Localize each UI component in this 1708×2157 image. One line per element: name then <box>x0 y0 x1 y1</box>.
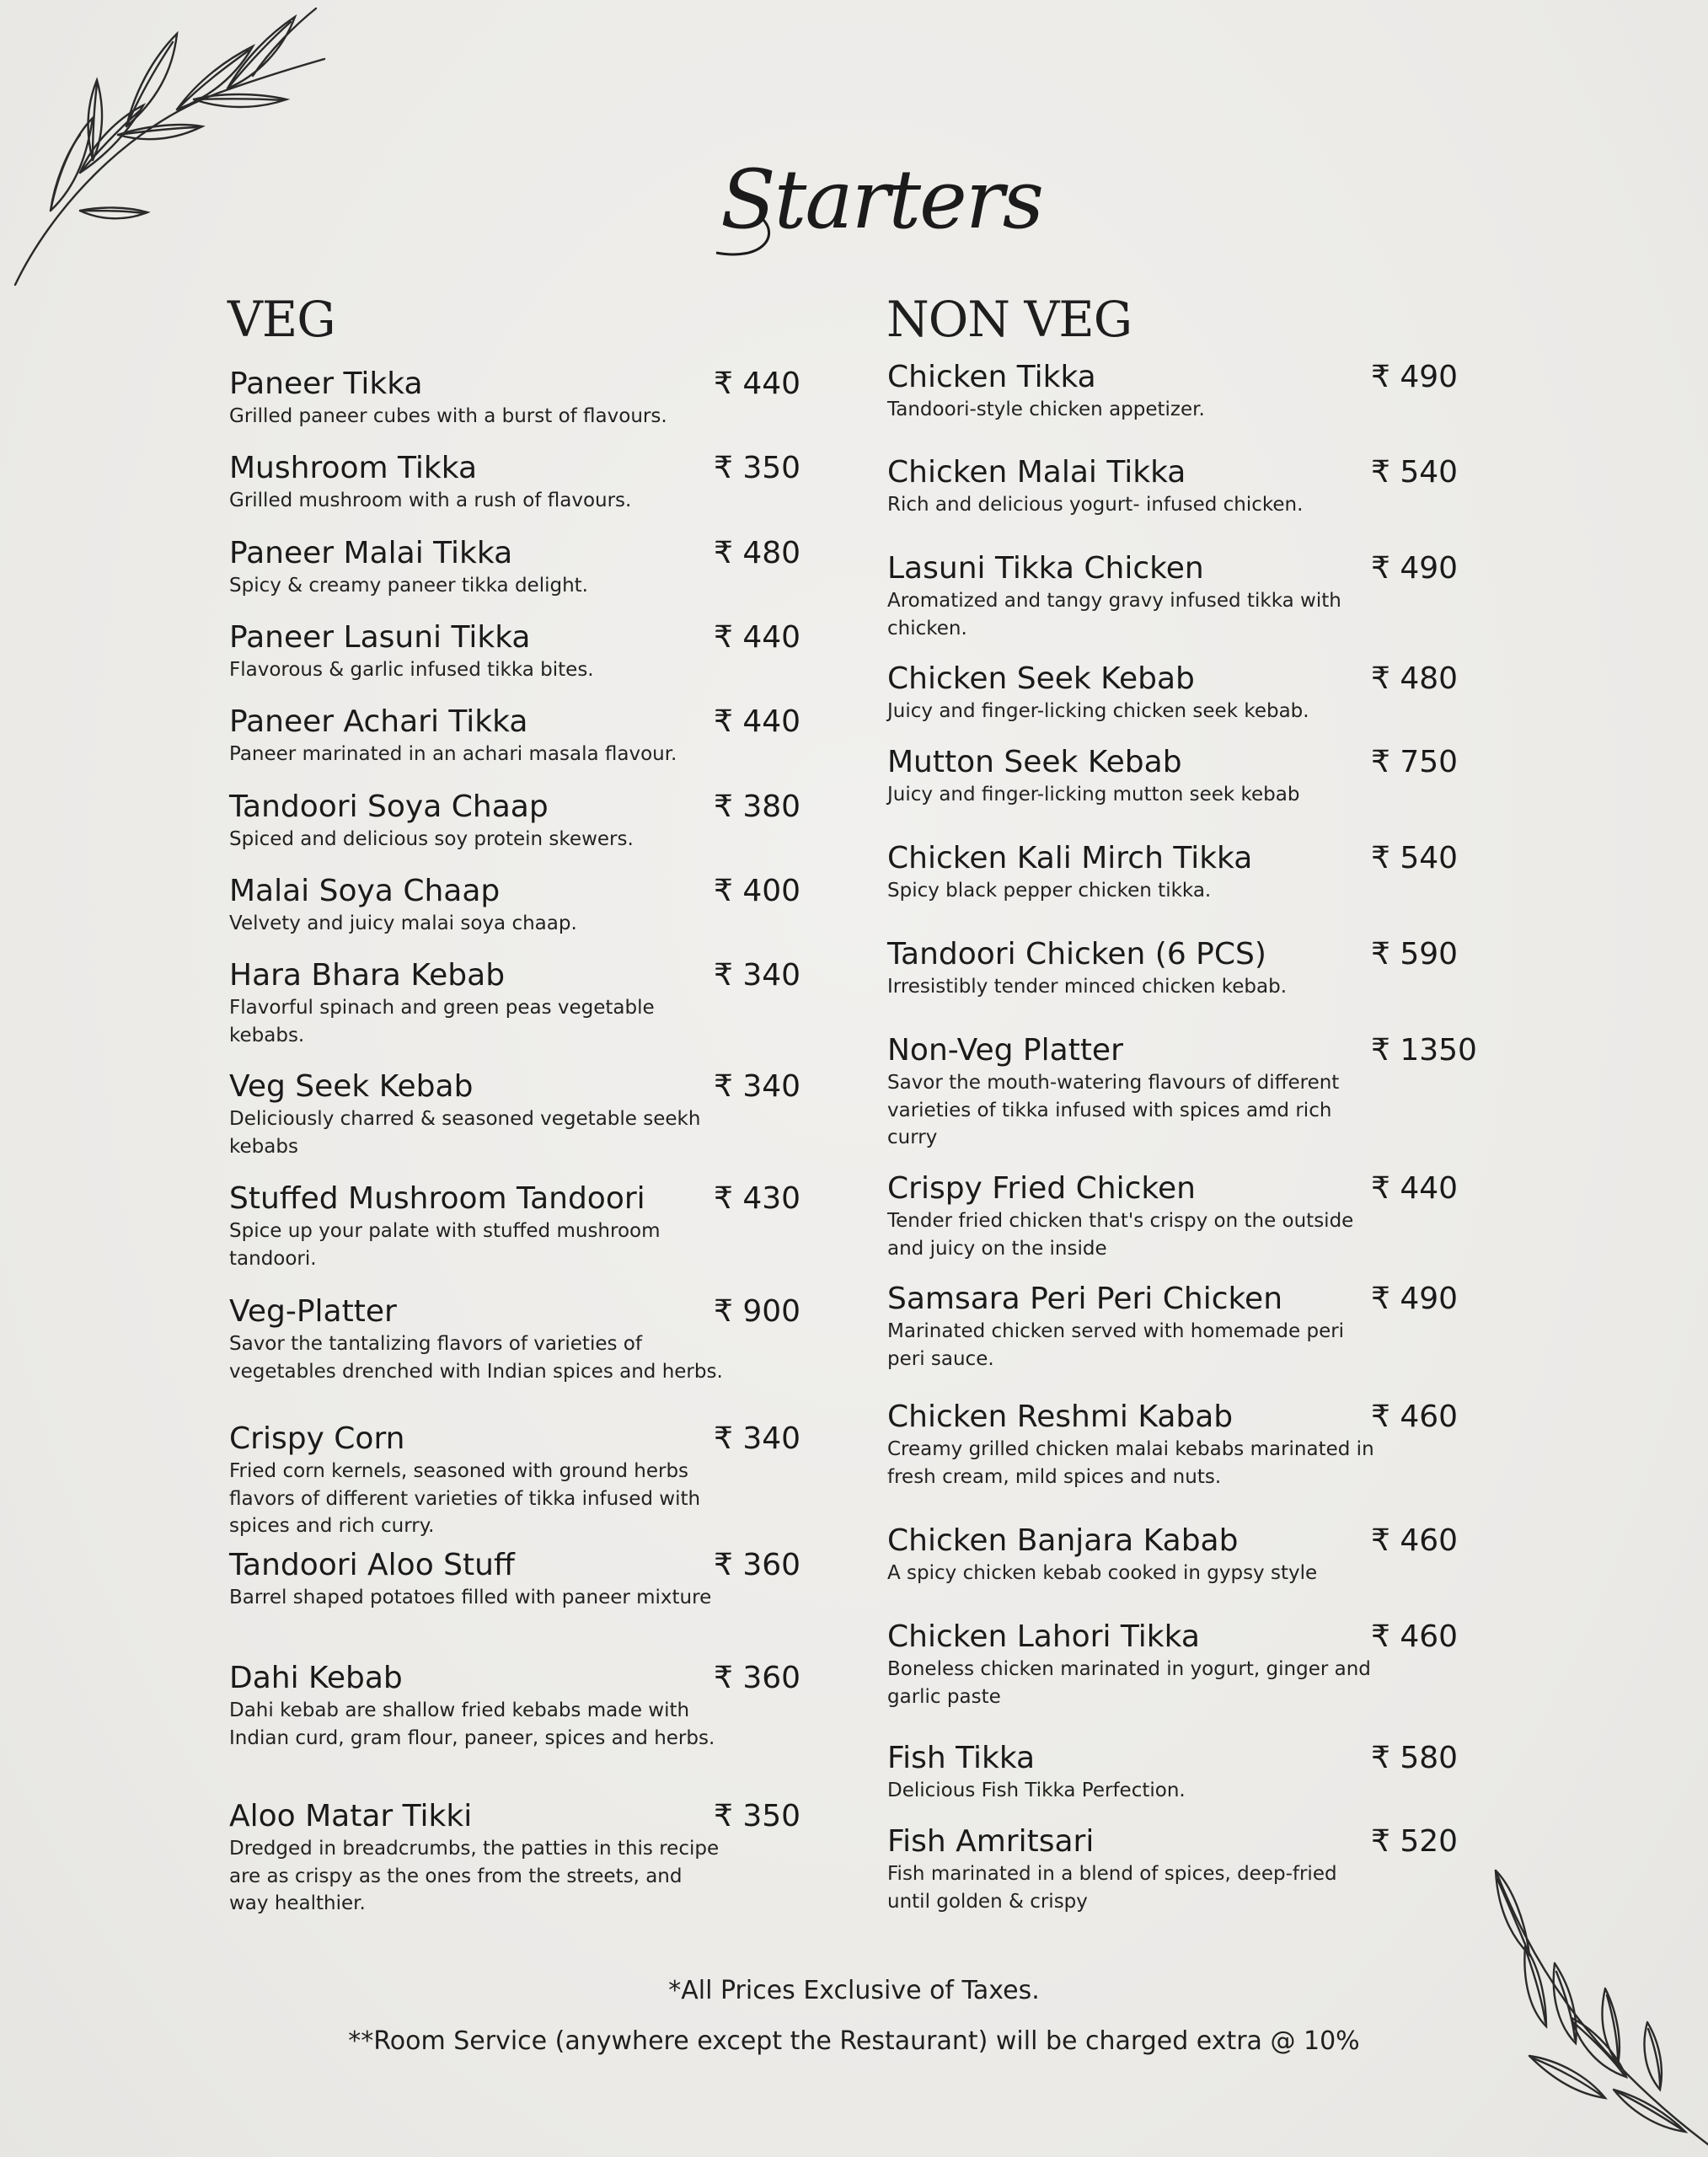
item-description: Flavorful spinach and green peas vegetable kebabs. <box>229 997 655 1046</box>
item-name: Dahi Kebab <box>229 1661 403 1695</box>
item-price: ₹ 580 <box>1371 1741 1459 1775</box>
item-price: ₹ 340 <box>714 1421 801 1456</box>
item-price: ₹ 380 <box>714 789 801 824</box>
item-description: Barrel shaped potatoes filled with paneer mixture <box>229 1587 712 1608</box>
item-price: ₹ 440 <box>714 620 801 655</box>
item-name: Paneer Achari Tikka <box>229 704 528 739</box>
item-name: Fish Tikka <box>887 1741 1036 1775</box>
item-price: ₹ 540 <box>1371 455 1459 490</box>
item-name: Chicken Tikka <box>887 360 1096 394</box>
item-price: ₹ 1350 <box>1371 1033 1477 1068</box>
item-name: Chicken Seek Kebab <box>887 661 1195 696</box>
item-name: Lasuni Tikka Chicken <box>887 551 1204 586</box>
item-name: Paneer Tikka <box>229 367 423 401</box>
item-price: ₹ 400 <box>714 874 801 908</box>
item-description: Tandoori-style chicken appetizer. <box>887 399 1205 420</box>
leaf-branch-icon <box>0 0 337 303</box>
page-title: Starters <box>720 153 1043 247</box>
item-name: Crispy Fried Chicken <box>887 1171 1196 1206</box>
item-name: Crispy Corn <box>229 1421 405 1456</box>
item-description: Dahi kebab are shallow fried kebabs made with Indian curd, gram flour, paneer, spices and herbs. <box>229 1699 715 1749</box>
item-price: ₹ 360 <box>714 1548 801 1582</box>
item-name: Non-Veg Platter <box>887 1033 1123 1068</box>
item-price: ₹ 480 <box>1371 661 1459 696</box>
item-description: Fish marinated in a blend of spices, deep-fried until golden & crispy <box>887 1863 1337 1913</box>
item-description: Deliciously charred & seasoned vegetable seekh kebabs <box>229 1108 701 1158</box>
item-name: Chicken Malai Tikka <box>887 455 1186 490</box>
item-name: Samsara Peri Peri Chicken <box>887 1282 1283 1316</box>
item-price: ₹ 480 <box>714 536 801 570</box>
page-title-script <box>712 126 1043 278</box>
item-name: Fish Amritsari <box>887 1824 1095 1859</box>
item-name: Stuffed Mushroom Tandoori <box>229 1181 645 1216</box>
item-description: Marinated chicken served with homemade peri peri sauce. <box>887 1320 1345 1370</box>
item-description: Grilled paneer cubes with a burst of flavours. <box>229 405 667 427</box>
item-description: Spiced and delicious soy protein skewers. <box>229 828 634 850</box>
item-name: Tandoori Chicken (6 PCS) <box>887 937 1266 971</box>
item-price: ₹ 900 <box>714 1294 801 1329</box>
item-price: ₹ 440 <box>1371 1171 1459 1206</box>
item-price: ₹ 460 <box>1371 1619 1459 1654</box>
item-name: Chicken Kali Mirch Tikka <box>887 841 1253 875</box>
item-name: Veg-Platter <box>229 1294 397 1329</box>
item-price: ₹ 360 <box>714 1661 801 1695</box>
item-description: Creamy grilled chicken malai kebabs marinated in fresh cream, mild spices and nuts. <box>887 1438 1374 1488</box>
item-price: ₹ 340 <box>714 958 801 993</box>
item-name: Chicken Reshmi Kabab <box>887 1400 1234 1434</box>
item-description: Aromatized and tangy gravy infused tikka with chicken. <box>887 590 1341 640</box>
leaf-branch-icon <box>1479 1854 1708 2157</box>
item-description: Tender fried chicken that's crispy on the outside and juicy on the inside <box>887 1210 1354 1260</box>
item-name: Paneer Malai Tikka <box>229 536 513 570</box>
item-price: ₹ 460 <box>1371 1400 1459 1434</box>
item-price: ₹ 490 <box>1371 551 1459 586</box>
item-description: Savor the tantalizing flavors of varieties of vegetables drenched with Indian spices and herbs. <box>229 1333 723 1383</box>
item-price: ₹ 340 <box>714 1069 801 1104</box>
item-description: Grilled mushroom with a rush of flavours. <box>229 490 632 511</box>
item-description: Juicy and finger-licking mutton seek kebab <box>887 784 1300 806</box>
item-price: ₹ 440 <box>714 367 801 401</box>
item-price: ₹ 490 <box>1371 1282 1459 1316</box>
item-description: Delicious Fish Tikka Perfection. <box>887 1780 1186 1801</box>
item-price: ₹ 490 <box>1371 360 1459 394</box>
item-name: Malai Soya Chaap <box>229 874 501 908</box>
item-description: Spicy & creamy paneer tikka delight. <box>229 575 588 597</box>
item-description: Velvety and juicy malai soya chaap. <box>229 913 577 934</box>
item-price: ₹ 750 <box>1371 745 1459 779</box>
item-description: Rich and delicious yogurt- infused chicken. <box>887 494 1304 516</box>
item-price: ₹ 350 <box>714 1799 801 1833</box>
item-description: Boneless chicken marinated in yogurt, ginger and garlic paste <box>887 1658 1371 1708</box>
item-name: Tandoori Soya Chaap <box>229 789 549 824</box>
item-price: ₹ 540 <box>1371 841 1459 875</box>
item-description: Juicy and finger-licking chicken seek kebab. <box>887 700 1309 722</box>
price-note: *All Prices Exclusive of Taxes. <box>668 1976 1040 2005</box>
item-description: Dredged in breadcrumbs, the patties in this recipe are as crispy as the ones from the streets, and way healthier. <box>229 1838 720 1914</box>
item-description: Flavorous & garlic infused tikka bites. <box>229 659 594 681</box>
item-name: Hara Bhara Kebab <box>229 958 506 993</box>
nonveg-section-title: NON VEG <box>886 291 1132 348</box>
item-name: Paneer Lasuni Tikka <box>229 620 531 655</box>
item-name: Chicken Lahori Tikka <box>887 1619 1200 1654</box>
item-name: Aloo Matar Tikki <box>229 1799 473 1833</box>
item-description: Irresistibly tender minced chicken kebab. <box>887 976 1288 998</box>
item-price: ₹ 520 <box>1371 1824 1459 1859</box>
item-name: Mutton Seek Kebab <box>887 745 1182 779</box>
item-description: Spicy black pepper chicken tikka. <box>887 880 1212 902</box>
item-price: ₹ 460 <box>1371 1523 1459 1558</box>
item-description: Savor the mouth-watering flavours of different varieties of tikka infused with spices amd rich curry <box>887 1072 1340 1148</box>
veg-section-title: VEG <box>228 291 335 348</box>
item-price: ₹ 440 <box>714 704 801 739</box>
item-name: Veg Seek Kebab <box>229 1069 474 1104</box>
item-price: ₹ 590 <box>1371 937 1459 971</box>
item-description: Paneer marinated in an achari masala flavour. <box>229 743 677 765</box>
item-price: ₹ 350 <box>714 451 801 485</box>
item-price: ₹ 430 <box>714 1181 801 1216</box>
item-description: Fried corn kernels, seasoned with ground herbs flavors of different varieties of tikka infused with spices and rich curry. <box>229 1460 701 1537</box>
room-service-note: **Room Service (anywhere except the Restaurant) will be charged extra @ 10% <box>348 2026 1360 2056</box>
item-description: A spicy chicken kebab cooked in gypsy style <box>887 1562 1318 1584</box>
item-description: Spice up your palate with stuffed mushroom tandoori. <box>229 1220 661 1270</box>
item-name: Tandoori Aloo Stuff <box>229 1548 515 1582</box>
item-name: Mushroom Tikka <box>229 451 478 485</box>
item-name: Chicken Banjara Kabab <box>887 1523 1239 1558</box>
